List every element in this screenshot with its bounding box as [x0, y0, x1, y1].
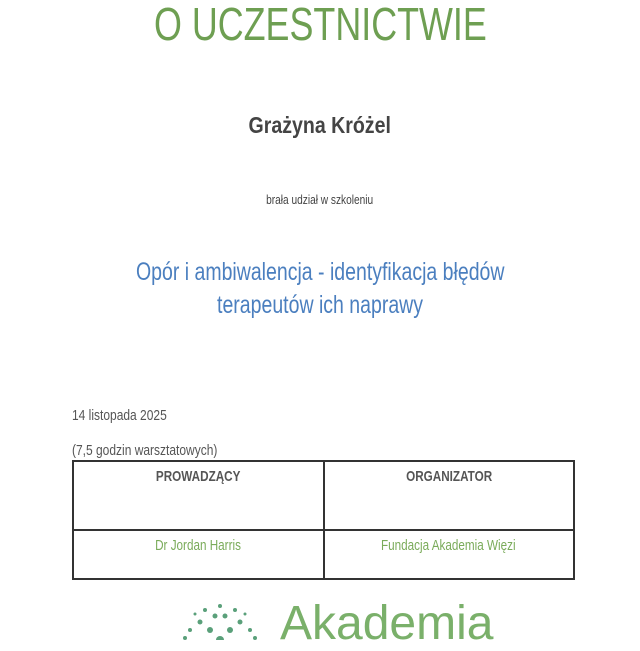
organizer-name: Fundacja Akademia Więzi: [324, 530, 575, 579]
signatures-table: [72, 460, 575, 580]
header-instructor: PROWADZĄCY: [73, 461, 324, 530]
course-title: [0, 256, 640, 322]
instructor-name: Dr Jordan Harris: [73, 530, 324, 579]
header-organizer: ORGANIZATOR: [324, 461, 575, 530]
logo-text: Akademia: [280, 597, 494, 650]
certificate-title: O UCZESTNICTWIE: [153, 0, 487, 50]
participant-name: Grażyna Króżel: [248, 112, 392, 138]
participation-text: brała udział w szkoleniu: [266, 192, 374, 207]
course-hours: (7,5 godzin warsztatowych): [72, 442, 218, 459]
course-title-line: Opór i ambiwalencja - identyfikacja błędów: [135, 258, 505, 286]
course-title-line: terapeutów ich naprawy: [217, 291, 423, 319]
course-date: 14 listopada 2025: [72, 407, 167, 424]
tree-logo-icon: [170, 600, 270, 640]
